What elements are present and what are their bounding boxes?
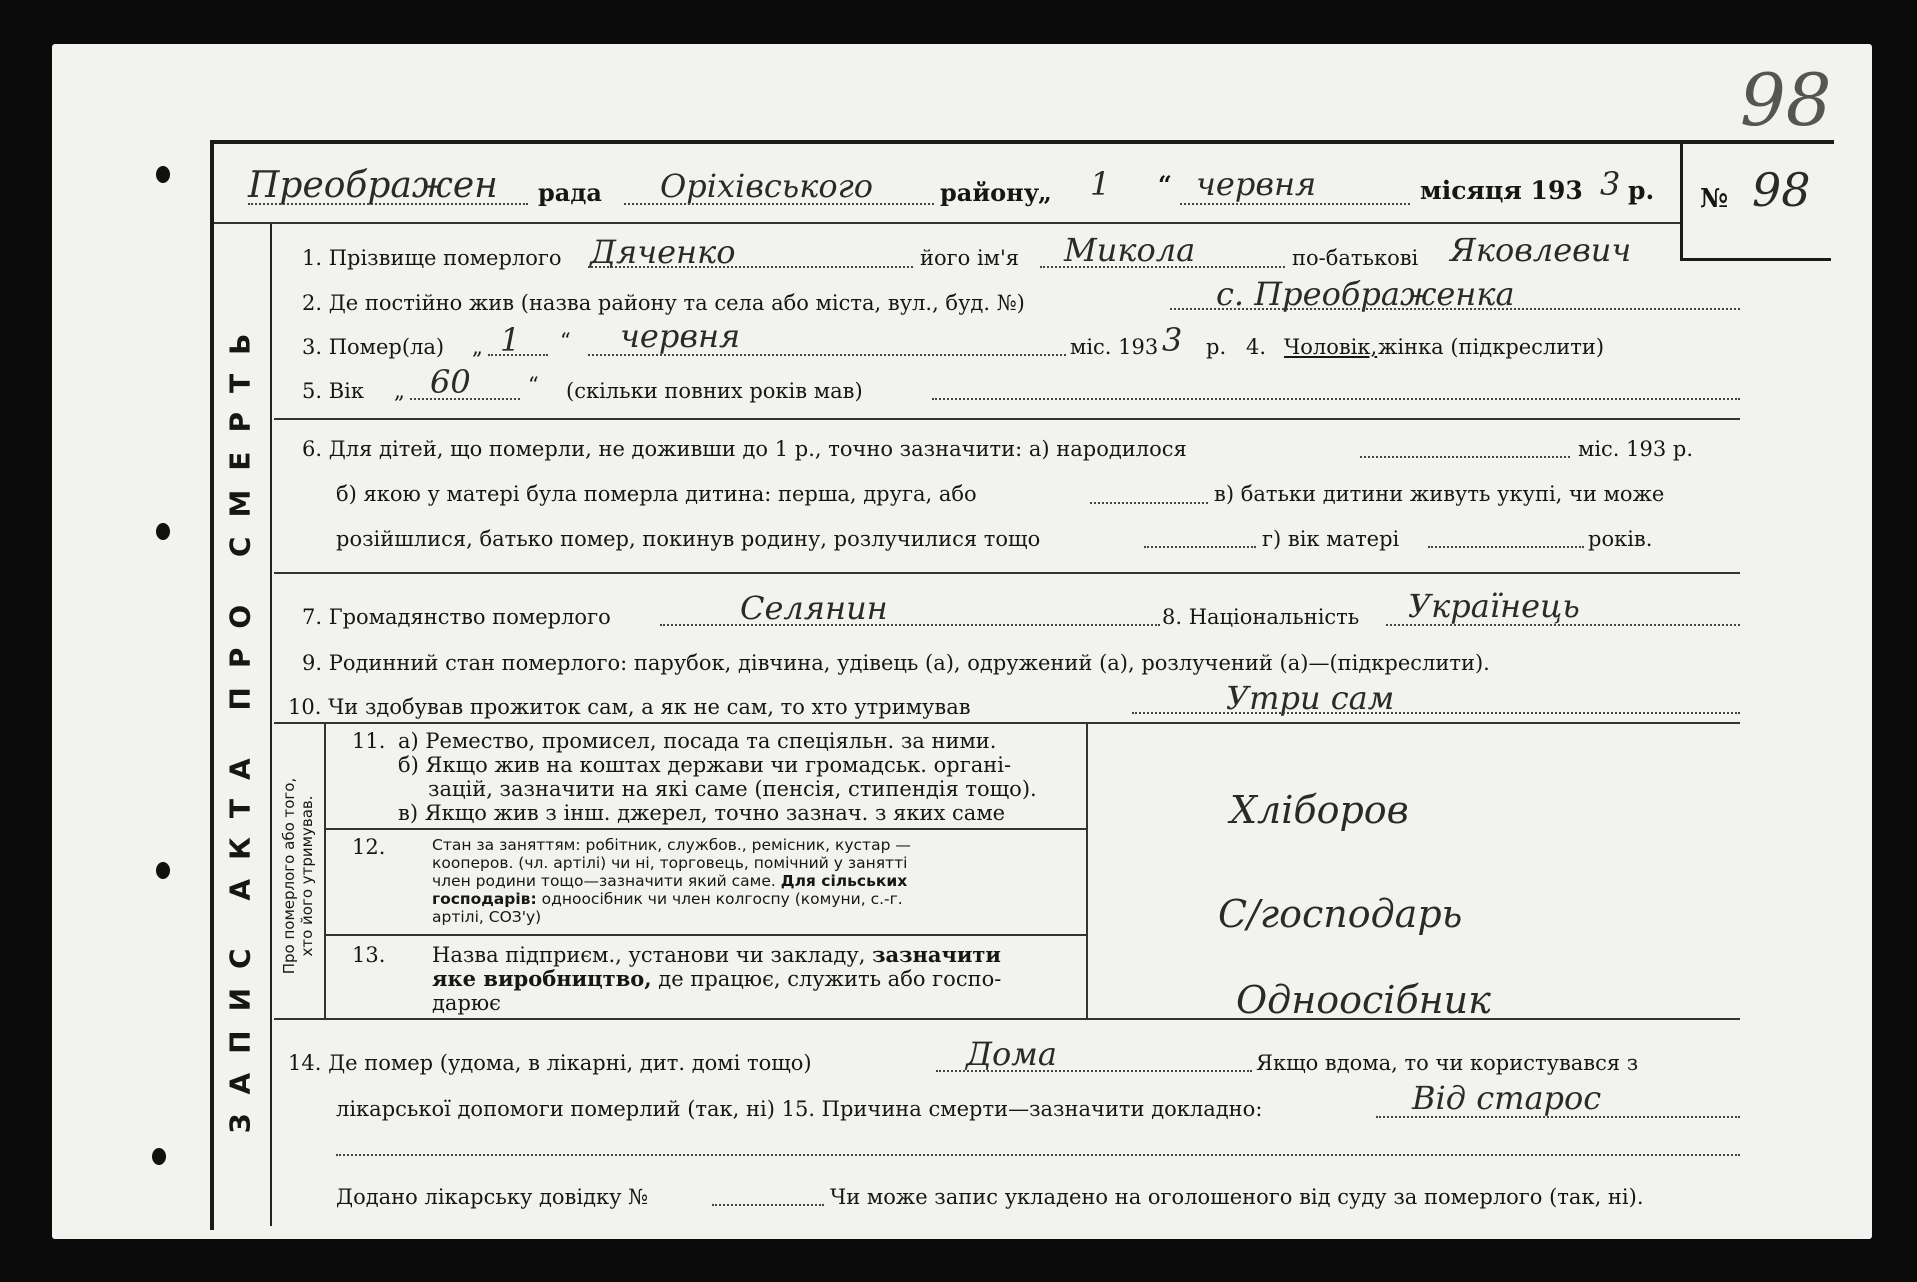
record-number-value: 98: [1752, 163, 1811, 217]
punch-hole: [156, 862, 170, 879]
child-info-line3b: г) вік матері: [1262, 527, 1400, 551]
death-month-label: міс. 193: [1070, 335, 1159, 359]
number-sign: №: [1700, 184, 1729, 214]
citizenship-value: Селянин: [740, 589, 888, 627]
quote-mark: “: [528, 373, 539, 397]
quote-mark: „: [394, 379, 405, 403]
dotted-line: [936, 1070, 1252, 1072]
f11-line-a: а) Ремество, промисел, посада та спеціяльн. за ними.: [398, 729, 997, 753]
place-of-death-value: Дома: [966, 1035, 1057, 1073]
f11-number: 11.: [352, 729, 386, 753]
dotted-line: [1376, 1116, 1740, 1118]
citizenship-label: 7. Громадянство померлого: [302, 605, 611, 629]
dotted-line: [488, 354, 548, 356]
dotted-line: [1170, 308, 1740, 310]
punch-hole: [156, 166, 170, 183]
f12-line2: кооперов. (чл. артілі) чи ні, торговець, помічний у занятті: [432, 854, 908, 872]
section-divider: [274, 572, 1740, 574]
f12-line3: член родини тощо—зазначити який саме. Для сільських: [432, 872, 908, 890]
row-divider: [324, 934, 1086, 936]
dotted-line: [1144, 546, 1256, 548]
cause-of-death-value: Від старос: [1412, 1079, 1602, 1117]
dotted-line: [624, 203, 934, 205]
livelihood-label: 10. Чи здобував прожиток сам, а як не сам, то хто утримував: [288, 695, 971, 719]
punch-hole: [156, 523, 170, 540]
patronymic-value: Яковлевич: [1450, 231, 1632, 269]
sex-label-number: 4.: [1246, 335, 1267, 359]
child-info-line3c: років.: [1588, 527, 1653, 551]
dotted-line: [660, 624, 1160, 626]
month-value: червня: [1196, 165, 1317, 203]
workplace-value: Одноосібник: [1236, 978, 1491, 1022]
occupation-status-value: С/господарь: [1218, 892, 1463, 936]
f13-number: 13.: [352, 943, 386, 967]
dotted-line: [1090, 502, 1208, 504]
livelihood-value: Утри сам: [1226, 679, 1395, 717]
place-of-death-tail: Якщо вдома, то чи користувався з: [1256, 1051, 1639, 1075]
dotted-line: [248, 203, 528, 205]
f13-line2: яке виробництво, де працює, служить або госпо-: [432, 966, 1002, 991]
death-year-value: 3: [1162, 321, 1183, 359]
child-info-line2b: в) батьки дитини живуть укупі, чи може: [1214, 482, 1665, 506]
death-month-value: червня: [620, 317, 741, 355]
age-value: 60: [430, 363, 471, 401]
child-info-line1: 6. Для дітей, що померли, не доживши до 1 р., точно зазначити: а) народилося: [302, 437, 1187, 461]
section-divider: [274, 1018, 1740, 1020]
residence-value: с. Преображенка: [1216, 275, 1515, 313]
dotted-line: [1428, 546, 1584, 548]
day-value: 1: [1090, 165, 1111, 203]
corner-number-value: 98: [1740, 58, 1832, 142]
child-info-line3a: розійшлися, батько помер, покинув родину, розлучилися тощо: [336, 527, 1041, 551]
district-value: Оріхівського: [660, 167, 874, 205]
sex-label-rest: жінка (підкреслити): [1378, 335, 1605, 359]
name-label: його ім'я: [920, 246, 1020, 270]
occupation-value-divider: [1086, 722, 1088, 1018]
dotted-line: [932, 398, 1740, 400]
year-value: 3: [1600, 165, 1621, 203]
age-label: 5. Вік: [302, 379, 364, 403]
vertical-form-title: ЗАПИС АКТА ПРО СМЕРТЬ: [223, 314, 257, 1134]
dotted-line: [1040, 266, 1285, 268]
quote-mark: „: [1038, 178, 1052, 207]
dotted-line: [1132, 712, 1740, 714]
occupation-note-divider: [324, 722, 326, 1018]
marital-status-label: 9. Родинний стан померлого: парубок, дівчина, удівець (а), одружений (а), розлучений (а)—(підкреслити).: [302, 651, 1490, 675]
f12-number: 12.: [352, 835, 386, 859]
dotted-line: [1386, 624, 1740, 626]
child-info-line1-tail: міс. 193 р.: [1578, 437, 1694, 461]
child-info-line2a: б) якою у матері була померла дитина: перша, друга, або: [336, 482, 977, 506]
f12-line4: господарів: одноосібник чи член колгоспу (комуни, с.-г.: [432, 890, 903, 908]
row-divider: [324, 828, 1086, 830]
occupation-side-note: Про померлого або того, хто його утримував.: [280, 777, 316, 975]
council-value: Преображен: [248, 165, 498, 206]
quote-mark: „: [472, 335, 483, 359]
surname-value: Дяченко: [590, 233, 736, 271]
year-suffix: р.: [1628, 176, 1655, 205]
death-year-suffix: р.: [1206, 335, 1227, 359]
header-divider: [214, 222, 1680, 224]
f11-line-b2: зацій, зазначити на які саме (пенсія, стипендія тощо).: [428, 777, 1037, 801]
dotted-line: [1360, 456, 1570, 458]
f11-line-b1: б) Якщо жив на коштах держави чи громадськ. органі-: [398, 753, 1012, 777]
dotted-line: [336, 1154, 1740, 1156]
punch-hole: [152, 1148, 166, 1165]
quote-mark: “: [1158, 170, 1172, 199]
death-date-label: 3. Помер(ла): [302, 335, 445, 359]
dotted-line: [712, 1204, 824, 1206]
place-of-death-label: 14. Де помер (удома, в лікарні, дит. домі тощо): [288, 1051, 812, 1075]
dotted-line: [1180, 203, 1410, 205]
surname-label: 1. Прізвище померлого: [302, 246, 562, 270]
quote-mark: “: [560, 329, 571, 353]
section-divider: [274, 418, 1740, 420]
dotted-line: [410, 398, 520, 400]
f13-line3: дарює: [432, 991, 501, 1015]
council-label: рада: [538, 178, 602, 207]
medical-certificate-label: Додано лікарську довідку №: [336, 1185, 649, 1209]
f12-line5: артілі, СОЗ'у): [432, 908, 542, 926]
patronymic-label: по-батькові: [1292, 246, 1419, 270]
nationality-label: 8. Національність: [1162, 605, 1360, 629]
residence-label: 2. Де постійно жив (назва району та села або міста, вул., буд. №): [302, 291, 1025, 315]
f12-line1: Стан за заняттям: робітник, службов., ремісник, кустар —: [432, 836, 911, 854]
age-suffix: (скільки повних років мав): [566, 379, 863, 403]
sex-male-underlined: Чоловік,: [1284, 335, 1378, 359]
district-label: району: [940, 178, 1040, 207]
f11-line-c: в) Якщо жив з інш. джерел, точно зазнач. з яких саме: [398, 801, 1006, 825]
section-divider: [274, 722, 1740, 724]
nationality-value: Українець: [1408, 587, 1580, 625]
dotted-line: [588, 266, 913, 268]
f13-line1: Назва підприєм., установи чи закладу, зазначити: [432, 942, 1001, 967]
name-value: Микола: [1064, 231, 1196, 269]
month-label: місяця 193: [1420, 176, 1583, 205]
death-day-value: 1: [500, 321, 521, 359]
occupation-value: Хліборов: [1230, 788, 1409, 832]
court-record-question: Чи може запис укладено на оголошеного від суду за померлого (так, ні).: [830, 1185, 1644, 1209]
dotted-line: [588, 354, 1066, 356]
cause-of-death-label: лікарської допомоги померлий (так, ні) 15. Причина смерти—зазначити докладно:: [336, 1097, 1263, 1121]
